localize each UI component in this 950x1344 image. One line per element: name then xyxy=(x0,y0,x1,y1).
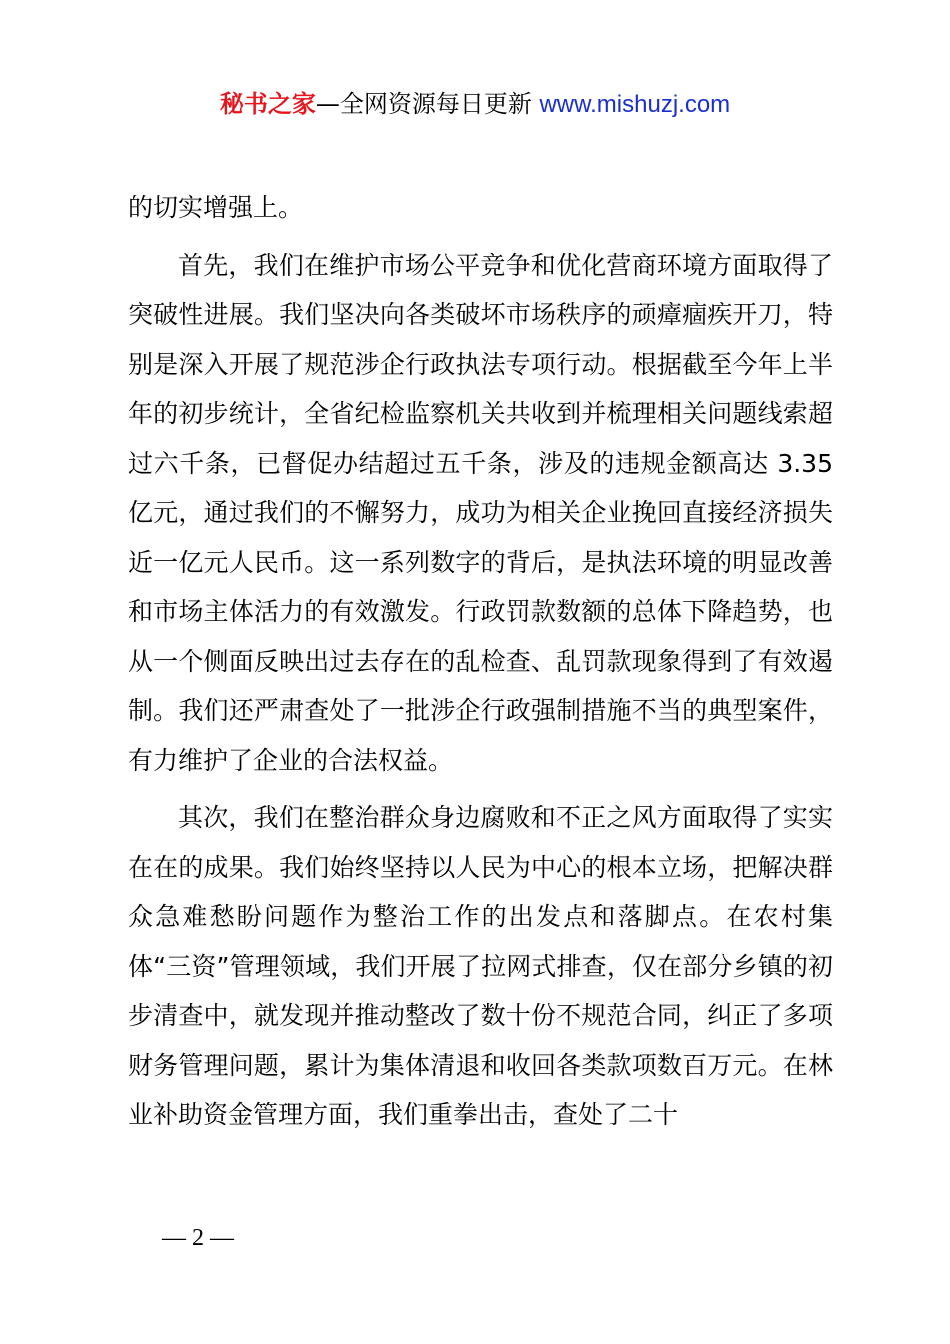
document-body xyxy=(128,183,833,1148)
page-number: — 2 — xyxy=(162,1225,234,1251)
brand-name: 秘书之家 xyxy=(219,90,316,118)
website-link[interactable]: www.mishuzj.com xyxy=(539,91,731,118)
header-tagline: —全网资源每日更新 xyxy=(315,90,540,118)
document-header xyxy=(0,86,950,123)
paragraph-continuation: 的切实增强上。 xyxy=(128,193,304,222)
paragraph-first: 首先，我们在维护市场公平竞争和优化营商环境方面取得了突破性进展。我们坚决向各类破坏市场秩序的顽瘴痼疾开刀，特别是深入开展了规范涉企行政执法专项行动。根据截至今年上半年的初步统计，全省纪检监察机关共收到并梳理相关问题线索超过六千条，已督促办结超过五千条，涉及的违规金额高达 3.35 亿元，通过我们的不懈努力，成功为相关企业挽回直接经济损失近一亿元人民币。这一系列数字的背后，是执法环境的明显改善和市场主体活力的有效激发。行政罚款数额的总体下降趋势，也从一个侧面反映出过去存在的乱检查、乱罚款现象得到了有效遏制。我们还严肃查处了一批涉企行政强制措施不当的典型案件，有力维护了企业的合法权益。 xyxy=(128,250,833,775)
paragraph-second: 其次，我们在整治群众身边腐败和不正之风方面取得了实实在在的成果。我们始终坚持以人民为中心的根本立场，把解决群众急难愁盼问题作为整治工作的出发点和落脚点。在农村集体“三资”管理领域，我们开展了拉网式排查，仅在部分乡镇的初步清查中，就发现并推动整改了数十份不规范合同，纠正了多项财务管理问题，累计为集体清退和收回各类款项数百万元。在林业补助资金管理方面，我们重拳出击，查处了二十 xyxy=(128,803,833,1129)
